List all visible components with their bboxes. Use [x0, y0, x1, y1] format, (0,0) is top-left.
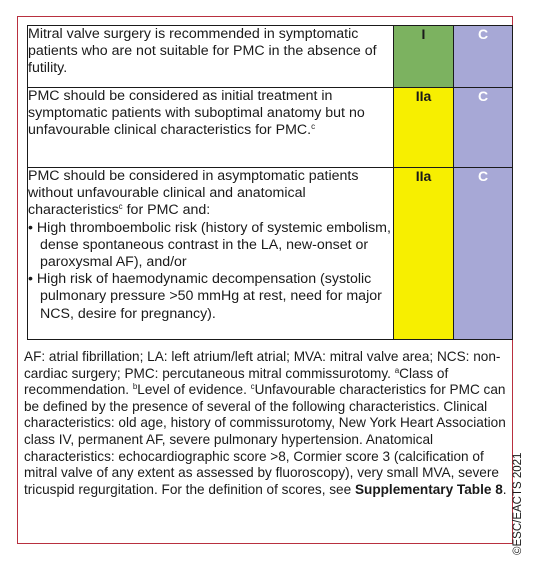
- footnote-marker: c: [311, 122, 316, 132]
- table-footnote: AF: atrial fibrillation; LA: left atrium/left atrial; MVA: mitral valve area; NCS: non-cardiac surgery; PMC: percutaneous mitral commissurotomy. $^a$Class of recommendation. $^b$Level of evidence. $^c$Unfavourable characteristics for PMC can be defined by the presence of several of the following characteristics. Clinical characteristics: old age, history of commissurotomy, New York Heart Association class IV, permanent AF, severe pulmonary hypertension. Anatomical characteristics: echocardiographic score >8, Cormier score 3 (calcification of mitral valve of any extent as assessed by fluoroscopy), very small MVA, severe tricuspid regurgitation. For the definition of scores, see Supplementary Table 8.: [24, 349, 507, 497]
- table-row: [28, 88, 513, 168]
- abbreviations: AF: atrial fibrillation; LA: left atrium/left atrial; MVA: mitral valve area; NCS: non-cardiac surgery; PMC: percutaneous mitral commissurotomy.: [24, 349, 501, 381]
- class-cell: IIa: [394, 88, 454, 168]
- supplementary-table-link[interactable]: Supplementary Table 8: [354, 481, 503, 497]
- recommendation-text: Mitral valve surgery is recommended in symptomatic patients who are not suitable for PMC in the absence of futility.: [28, 26, 394, 88]
- class-cell: I: [394, 26, 454, 88]
- bullet-item: • High risk of haemodynamic decompensation (systolic pulmonary pressure >50 mmHg at rest, need for major NCS, desire for pregnancy).: [28, 271, 382, 322]
- bullet-item: • High thromboembolic risk (history of systemic embolism, dense spontaneous contrast in the LA, new-onset or paroxysmal AF), and/or: [28, 219, 391, 271]
- recommendation-text: PMC should be considered as initial treatment in symptomatic patients with suboptimal anatomy but no unfavourable clinical characteristics for PMC.$^c$: [28, 88, 394, 168]
- class-cell: IIa: [394, 168, 454, 340]
- table-row: [28, 26, 513, 88]
- level-cell: C: [454, 168, 513, 340]
- copyright-notice: ©ESC/EACTS 2021: [512, 452, 524, 555]
- level-cell: C: [454, 26, 513, 88]
- recommendation-table: [27, 25, 513, 340]
- footnote-marker: c: [118, 202, 123, 212]
- recommendation-text: PMC should be considered in asymptomatic patients without unfavourable clinical and anatomical characteristics$^c$ for PMC and: • High thromboembolic risk (history of systemic embolism, dense spontaneous contrast in the LA, new-onset or paroxysmal AF), and/or • High risk of haemodynamic decompensation (systolic pulmonary pressure >50 mmHg at rest, need for major NCS, desire for pregnancy).: [28, 168, 394, 340]
- level-cell: C: [454, 88, 513, 168]
- table-row: [28, 168, 513, 340]
